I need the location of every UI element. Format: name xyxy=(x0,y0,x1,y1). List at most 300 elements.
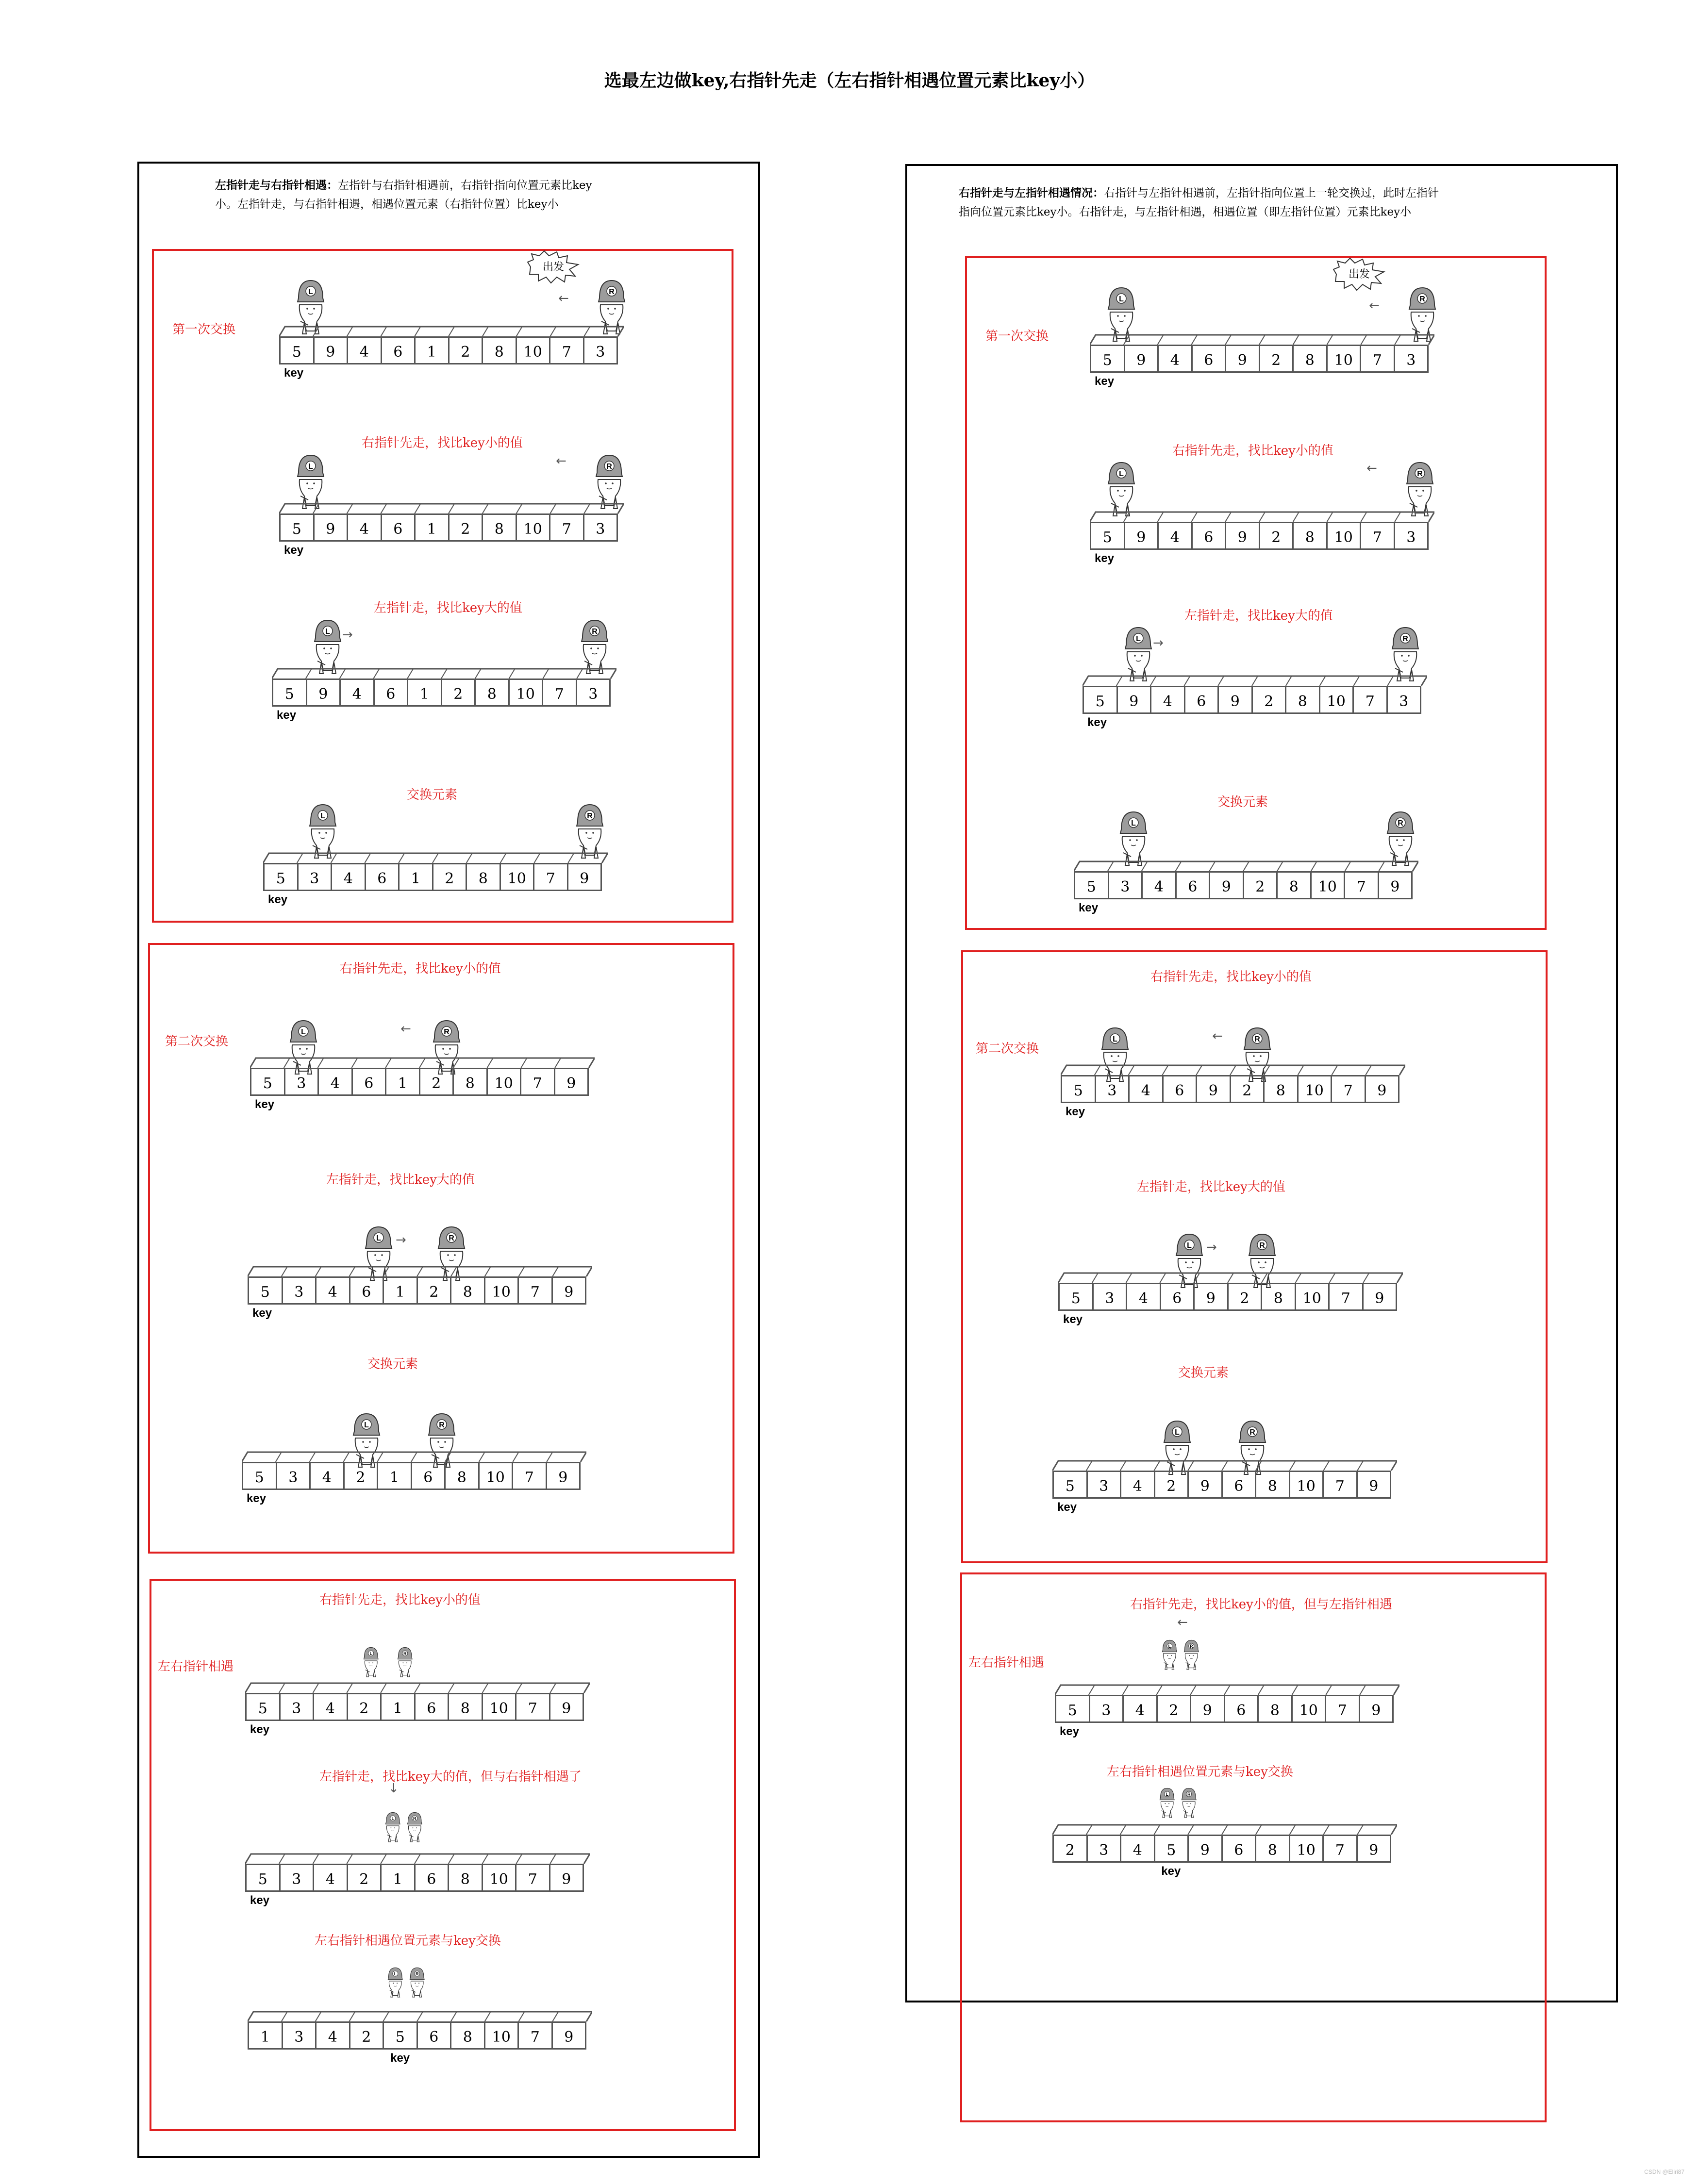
step-caption: 交换元素 xyxy=(367,1357,418,1372)
array-cell: 9 xyxy=(307,680,341,705)
array-cell: 5 xyxy=(265,864,299,890)
array-cell: 1 xyxy=(378,1463,412,1489)
array-cell: 2 xyxy=(1244,873,1278,898)
svg-text:R: R xyxy=(444,1028,450,1036)
array-cell: 10 xyxy=(485,2023,519,2048)
array-cell: 3 xyxy=(596,343,605,361)
array-cell: 3 xyxy=(1406,529,1416,546)
array-cell: 4 xyxy=(314,1694,348,1720)
array-cell: 6 xyxy=(1225,1696,1259,1721)
array-cell: 1 xyxy=(382,1694,416,1720)
array-cell: 4 xyxy=(348,515,382,540)
right-desc-heading: 右指针走与左指针相遇情况： xyxy=(959,186,1104,199)
array-cell: 7 xyxy=(1324,1836,1358,1861)
array-cell: 1 xyxy=(408,680,442,705)
svg-text:R: R xyxy=(1249,1428,1255,1437)
key-label: key xyxy=(268,893,288,906)
array-cell: 8 xyxy=(1256,1472,1290,1497)
array-cell: 5 xyxy=(1091,346,1125,371)
left-panel-description xyxy=(215,176,700,214)
array-cell: 7 xyxy=(1326,1696,1360,1721)
array-cell: 9 xyxy=(1375,1290,1384,1307)
right-pointer-figure xyxy=(405,1810,424,1847)
array-cell: 6 xyxy=(375,680,409,705)
key-label: key xyxy=(284,544,304,557)
array-cell: 7 xyxy=(534,864,568,890)
array-cell: 8 xyxy=(467,864,501,890)
array-top-edge xyxy=(272,668,616,678)
step-caption: 左右指针相遇位置元素与key交换 xyxy=(315,1934,501,1948)
svg-text:R: R xyxy=(1417,470,1423,478)
array-cell: 7 xyxy=(513,1463,547,1489)
array-cell: 2 xyxy=(350,2023,384,2048)
array-cell: 3 xyxy=(1096,1076,1130,1102)
array-cell: 7 xyxy=(1330,1284,1364,1309)
array-cell: 8 xyxy=(1286,687,1320,712)
array-cell: 4 xyxy=(1151,687,1185,712)
array-cell: 8 xyxy=(1259,1696,1293,1721)
array-cell: 6 xyxy=(1185,687,1219,712)
svg-text:L: L xyxy=(308,288,313,296)
array-cell: 5 xyxy=(1056,1696,1090,1721)
array-cell: 9 xyxy=(1210,873,1244,898)
array-row xyxy=(1074,871,1413,899)
key-label: key xyxy=(1095,552,1115,565)
array-cell: 4 xyxy=(311,1463,345,1489)
array-cell: 1 xyxy=(386,1069,420,1094)
move-arrow-icon: → xyxy=(1153,636,1164,650)
array-cell: 2 xyxy=(450,338,483,363)
step-caption: 交换元素 xyxy=(1178,1366,1229,1380)
svg-text:L: L xyxy=(1119,295,1124,303)
array-cell: 8 xyxy=(1278,873,1312,898)
array-cell: 2 xyxy=(1253,687,1287,712)
array-cell: 9 xyxy=(1189,1472,1223,1497)
left-pointer-figure xyxy=(1160,1638,1179,1675)
array-cell: 8 xyxy=(451,1278,485,1303)
array-cell: 8 xyxy=(454,1069,488,1094)
array-cell: 9 xyxy=(1371,1702,1381,1719)
array-cell: 4 xyxy=(1127,1284,1161,1309)
array-top-edge xyxy=(1061,1064,1405,1075)
svg-text:L: L xyxy=(320,812,325,820)
key-label: key xyxy=(1161,1865,1181,1878)
step-caption: 左指针走，找比key大的值 xyxy=(1184,609,1333,623)
array-cell: 4 xyxy=(319,1069,353,1094)
array-cell: 5 xyxy=(1084,687,1118,712)
array-top-edge xyxy=(1052,1824,1397,1835)
svg-text:R: R xyxy=(606,463,612,471)
svg-text:L: L xyxy=(391,1816,394,1821)
array-cell: 9 xyxy=(562,1870,571,1888)
array-cell: 4 xyxy=(332,864,366,890)
array-cell: 6 xyxy=(418,2023,452,2048)
svg-text:L: L xyxy=(1168,1643,1171,1649)
svg-text:R: R xyxy=(1190,1643,1193,1649)
array-cell: 9 xyxy=(1195,1284,1229,1309)
step-caption: 右指针先走，找比key小的值，但与左指针相遇 xyxy=(1130,1597,1392,1612)
array-cell: 3 xyxy=(285,1069,319,1094)
svg-text:R: R xyxy=(416,1971,419,1976)
svg-text:L: L xyxy=(1131,819,1136,827)
key-label: key xyxy=(1063,1313,1083,1326)
array-cell: 2 xyxy=(442,680,476,705)
svg-text:L: L xyxy=(1166,1791,1168,1797)
array-cell: 9 xyxy=(1125,523,1159,548)
array-cell: 6 xyxy=(412,1463,446,1489)
array-cell: 7 xyxy=(550,515,584,540)
array-cell: 2 xyxy=(348,1865,382,1890)
svg-text:R: R xyxy=(1187,1791,1191,1797)
array-row xyxy=(245,1693,584,1721)
array-cell: 3 xyxy=(1090,1696,1124,1721)
key-label: key xyxy=(284,366,304,380)
move-arrow-icon: ↓ xyxy=(388,1781,399,1796)
step-caption: 右指针先走，找比key小的值 xyxy=(1172,444,1333,458)
array-cell: 8 xyxy=(446,1463,480,1489)
array-cell: 7 xyxy=(1332,1076,1366,1102)
array-cell: 8 xyxy=(1294,523,1328,548)
array-cell: 1 xyxy=(249,2023,283,2048)
array-cell: 6 xyxy=(416,1865,450,1890)
array-cell: 3 xyxy=(277,1463,311,1489)
array-cell: 6 xyxy=(1164,1076,1198,1102)
svg-text:L: L xyxy=(1113,1035,1117,1043)
key-label: key xyxy=(1060,1725,1080,1738)
array-cell: 3 xyxy=(1406,351,1416,369)
array-cell: 9 xyxy=(1125,346,1159,371)
array-cell: 2 xyxy=(420,1069,454,1094)
array-cell: 10 xyxy=(485,1278,519,1303)
svg-text:R: R xyxy=(1398,819,1403,827)
key-label: key xyxy=(250,1894,270,1907)
array-row xyxy=(1055,1695,1394,1723)
array-cell: 4 xyxy=(1143,873,1177,898)
array-cell: 5 xyxy=(281,515,315,540)
array-top-edge xyxy=(250,1057,595,1068)
array-top-edge xyxy=(245,1682,590,1693)
array-cell: 8 xyxy=(449,1694,483,1720)
array-cell: 9 xyxy=(1219,687,1253,712)
array-cell: 3 xyxy=(1399,693,1409,710)
step-caption: 左指针走，找比key大的值 xyxy=(326,1173,475,1187)
array-cell: 4 xyxy=(341,680,375,705)
svg-text:L: L xyxy=(308,463,313,471)
array-cell: 6 xyxy=(1177,873,1211,898)
array-row xyxy=(250,1068,589,1096)
array-cell: 2 xyxy=(433,864,467,890)
array-cell: 9 xyxy=(558,1469,568,1486)
svg-text:L: L xyxy=(1187,1241,1192,1250)
array-cell: 6 xyxy=(366,864,400,890)
left-pointer-figure xyxy=(386,1966,405,2002)
svg-text:R: R xyxy=(609,288,615,296)
array-cell: 10 xyxy=(1290,1836,1324,1861)
array-cell: 2 xyxy=(348,1694,382,1720)
array-row xyxy=(1090,345,1429,373)
array-cell: 2 xyxy=(418,1278,452,1303)
key-label: key xyxy=(1087,716,1107,729)
left-pointer-figure xyxy=(362,1645,381,1682)
array-cell: 2 xyxy=(1054,1836,1088,1861)
array-row xyxy=(1061,1075,1399,1103)
key-label: key xyxy=(1066,1105,1085,1118)
array-top-edge xyxy=(1058,1272,1403,1283)
array-cell: 8 xyxy=(483,338,517,363)
array-cell: 5 xyxy=(247,1694,281,1720)
svg-text:L: L xyxy=(1119,470,1124,478)
array-cell: 5 xyxy=(1054,1472,1088,1497)
key-label: key xyxy=(252,1307,272,1320)
array-cell: 9 xyxy=(1369,1841,1379,1859)
array-cell: 4 xyxy=(316,1278,350,1303)
array-cell: 10 xyxy=(1328,523,1362,548)
array-cell: 1 xyxy=(382,1865,416,1890)
array-cell: 7 xyxy=(1361,523,1395,548)
array-cell: 9 xyxy=(1390,878,1400,895)
array-cell: 9 xyxy=(1226,523,1260,548)
array-cell: 7 xyxy=(1345,873,1379,898)
left-pointer-figure xyxy=(1158,1786,1177,1823)
array-cell: 7 xyxy=(1354,687,1388,712)
array-cell: 9 xyxy=(1191,1696,1225,1721)
array-top-edge xyxy=(263,852,608,863)
array-cell: 1 xyxy=(400,864,433,890)
array-cell: 8 xyxy=(1256,1836,1290,1861)
array-cell: 7 xyxy=(550,338,584,363)
array-cell: 1 xyxy=(416,338,450,363)
move-arrow-icon: ← xyxy=(1177,1615,1188,1630)
array-cell: 6 xyxy=(382,515,416,540)
array-cell: 9 xyxy=(580,870,589,887)
step-caption: 右指针先走，找比key小的值 xyxy=(1150,970,1312,984)
array-cell: 4 xyxy=(1121,1836,1155,1861)
array-cell: 3 xyxy=(588,685,598,703)
step-caption: 交换元素 xyxy=(1217,795,1268,810)
array-cell: 4 xyxy=(1124,1696,1158,1721)
array-cell: 3 xyxy=(283,2023,317,2048)
array-cell: 4 xyxy=(316,2023,350,2048)
start-speech-bubble xyxy=(527,250,580,284)
array-cell: 6 xyxy=(1193,346,1227,371)
array-cell: 5 xyxy=(249,1278,283,1303)
svg-text:L: L xyxy=(394,1971,397,1976)
page-title: 选最左边做key,右指针先走（左右指针相遇位置元素比key小） xyxy=(604,70,1095,91)
array-cell: 3 xyxy=(596,520,605,538)
array-row xyxy=(242,1462,581,1490)
array-cell: 5 xyxy=(1075,873,1109,898)
array-top-edge xyxy=(1083,675,1427,686)
array-cell: 5 xyxy=(1060,1284,1094,1309)
array-cell: 4 xyxy=(348,338,382,363)
key-label: key xyxy=(1057,1501,1077,1514)
array-cell: 5 xyxy=(384,2023,418,2048)
array-cell: 9 xyxy=(566,1075,576,1092)
move-arrow-icon: ← xyxy=(1212,1029,1223,1043)
array-cell: 6 xyxy=(350,1278,384,1303)
array-cell: 10 xyxy=(1328,346,1362,371)
array-cell: 10 xyxy=(1296,1284,1330,1309)
svg-text:R: R xyxy=(413,1816,416,1821)
right-desc-line1: 右指针与左指针相遇前，左指针指向位置上一轮交换过，此时左指针 xyxy=(1104,187,1439,199)
array-cell: 9 xyxy=(1226,346,1260,371)
array-cell: 6 xyxy=(353,1069,387,1094)
array-row xyxy=(248,1276,586,1305)
array-cell: 4 xyxy=(1159,346,1193,371)
right-pointer-figure xyxy=(1182,1638,1201,1675)
array-cell: 5 xyxy=(1091,523,1125,548)
array-cell: 10 xyxy=(483,1694,517,1720)
left-desc-line2: 小。左指针走，与右指针相遇，相遇位置元素（右指针位置）比key小 xyxy=(215,198,559,211)
array-cell: 3 xyxy=(1109,873,1143,898)
svg-text:R: R xyxy=(1254,1035,1260,1043)
right-pointer-figure xyxy=(1180,1786,1199,1823)
step-caption: 左指针走，找比key大的值 xyxy=(1137,1180,1285,1194)
array-cell: 4 xyxy=(1159,523,1193,548)
move-arrow-icon: ← xyxy=(556,454,566,468)
array-row xyxy=(263,863,602,891)
move-arrow-icon: ← xyxy=(400,1022,411,1036)
array-row xyxy=(1058,1283,1397,1311)
array-cell: 2 xyxy=(1155,1472,1189,1497)
key-label: key xyxy=(255,1098,275,1111)
array-cell: 6 xyxy=(1223,1836,1257,1861)
move-arrow-icon: → xyxy=(396,1233,406,1247)
array-cell: 7 xyxy=(1361,346,1395,371)
array-cell: 3 xyxy=(283,1278,317,1303)
svg-text:L: L xyxy=(301,1028,306,1036)
array-cell: 10 xyxy=(1299,1076,1333,1102)
array-cell: 9 xyxy=(315,515,349,540)
array-cell: 2 xyxy=(450,515,483,540)
array-cell: 10 xyxy=(1320,687,1354,712)
key-label: key xyxy=(247,1492,267,1505)
move-arrow-icon: → xyxy=(342,628,353,642)
array-top-edge xyxy=(279,503,624,513)
array-cell: 2 xyxy=(345,1463,379,1489)
array-row xyxy=(1052,1835,1391,1863)
step-caption: 左指针走，找比key大的值 xyxy=(374,601,522,615)
svg-text:L: L xyxy=(376,1234,381,1242)
array-cell: 9 xyxy=(564,2028,574,2046)
array-row xyxy=(279,336,618,364)
array-cell: 3 xyxy=(281,1865,315,1890)
array-cell: 3 xyxy=(1088,1836,1122,1861)
array-cell: 6 xyxy=(382,338,416,363)
step-caption: 交换元素 xyxy=(407,788,458,802)
array-cell: 1 xyxy=(384,1278,418,1303)
move-arrow-icon: → xyxy=(1206,1240,1217,1255)
array-cell: 10 xyxy=(488,1069,522,1094)
array-cell: 3 xyxy=(299,864,333,890)
key-label: key xyxy=(390,2052,410,2065)
left-desc-heading: 左指针走与右指针相遇： xyxy=(215,179,338,192)
svg-text:L: L xyxy=(325,628,330,636)
array-cell: 3 xyxy=(1088,1472,1122,1497)
array-cell: 8 xyxy=(476,680,510,705)
key-label: key xyxy=(1095,375,1115,388)
svg-text:R: R xyxy=(1402,635,1408,643)
array-cell: 5 xyxy=(247,1865,281,1890)
left-pointer-figure xyxy=(383,1810,402,1847)
array-cell: 10 xyxy=(517,338,551,363)
step-caption: 左指针走，找比key大的值，但与右指针相遇了 xyxy=(319,1770,582,1784)
array-cell: 9 xyxy=(1369,1477,1379,1495)
section-label: 左右指针相遇 xyxy=(158,1659,234,1674)
array-cell: 10 xyxy=(483,1865,517,1890)
watermark: CSDN @Eliri87 xyxy=(1644,2168,1684,2175)
array-cell: 9 xyxy=(564,1283,574,1301)
array-cell: 10 xyxy=(1293,1696,1327,1721)
array-cell: 7 xyxy=(519,2023,553,2048)
array-row xyxy=(245,1864,584,1892)
move-arrow-icon: ← xyxy=(1366,461,1377,476)
array-cell: 5 xyxy=(273,680,307,705)
array-cell: 7 xyxy=(543,680,577,705)
step-caption: 右指针先走，找比key小的值 xyxy=(340,961,501,976)
step-caption: 右指针先走，找比key小的值 xyxy=(319,1593,481,1607)
array-cell: 9 xyxy=(1197,1076,1231,1102)
array-row xyxy=(1090,522,1429,550)
section-label: 第一次交换 xyxy=(172,322,236,337)
array-row xyxy=(1052,1471,1391,1499)
key-label: key xyxy=(1079,901,1099,914)
array-top-edge xyxy=(1090,511,1434,522)
array-cell: 8 xyxy=(483,515,517,540)
array-row xyxy=(248,2021,586,2050)
array-row xyxy=(1083,686,1421,714)
array-cell: 6 xyxy=(1223,1472,1257,1497)
array-top-edge xyxy=(245,1853,590,1864)
array-row xyxy=(272,678,611,707)
array-cell: 5 xyxy=(1062,1076,1096,1102)
array-cell: 4 xyxy=(1130,1076,1164,1102)
array-cell: 9 xyxy=(1118,687,1152,712)
array-cell: 6 xyxy=(1193,523,1227,548)
array-cell: 9 xyxy=(315,338,349,363)
svg-text:L: L xyxy=(1175,1428,1180,1437)
right-panel-description xyxy=(959,183,1609,222)
svg-text:R: R xyxy=(1419,295,1425,303)
array-top-edge xyxy=(1090,334,1434,345)
array-cell: 7 xyxy=(516,1694,550,1720)
array-cell: 5 xyxy=(251,1069,285,1094)
array-cell: 2 xyxy=(1158,1696,1192,1721)
svg-text:R: R xyxy=(449,1234,454,1242)
array-cell: 9 xyxy=(1377,1082,1387,1099)
array-top-edge xyxy=(1055,1684,1399,1695)
array-cell: 8 xyxy=(1294,346,1328,371)
array-cell: 9 xyxy=(1189,1836,1223,1861)
array-row xyxy=(279,513,618,542)
array-cell: 8 xyxy=(449,1865,483,1890)
svg-text:R: R xyxy=(592,628,598,636)
section-label: 第二次交换 xyxy=(976,1042,1039,1056)
svg-text:L: L xyxy=(1136,635,1141,643)
start-speech-bubble xyxy=(1333,257,1386,291)
svg-text:R: R xyxy=(403,1651,407,1656)
right-pointer-figure xyxy=(408,1966,427,2002)
array-cell: 5 xyxy=(281,338,315,363)
move-arrow-icon: ← xyxy=(558,291,569,306)
array-top-edge xyxy=(248,2011,592,2021)
array-top-edge xyxy=(1052,1460,1397,1471)
array-cell: 10 xyxy=(1312,873,1346,898)
left-desc-line1: 左指针与右指针相遇前，右指针指向位置元素比key xyxy=(338,179,592,192)
array-cell: 6 xyxy=(1161,1284,1195,1309)
section-label: 第一次交换 xyxy=(985,329,1049,344)
array-top-edge xyxy=(248,1266,592,1276)
